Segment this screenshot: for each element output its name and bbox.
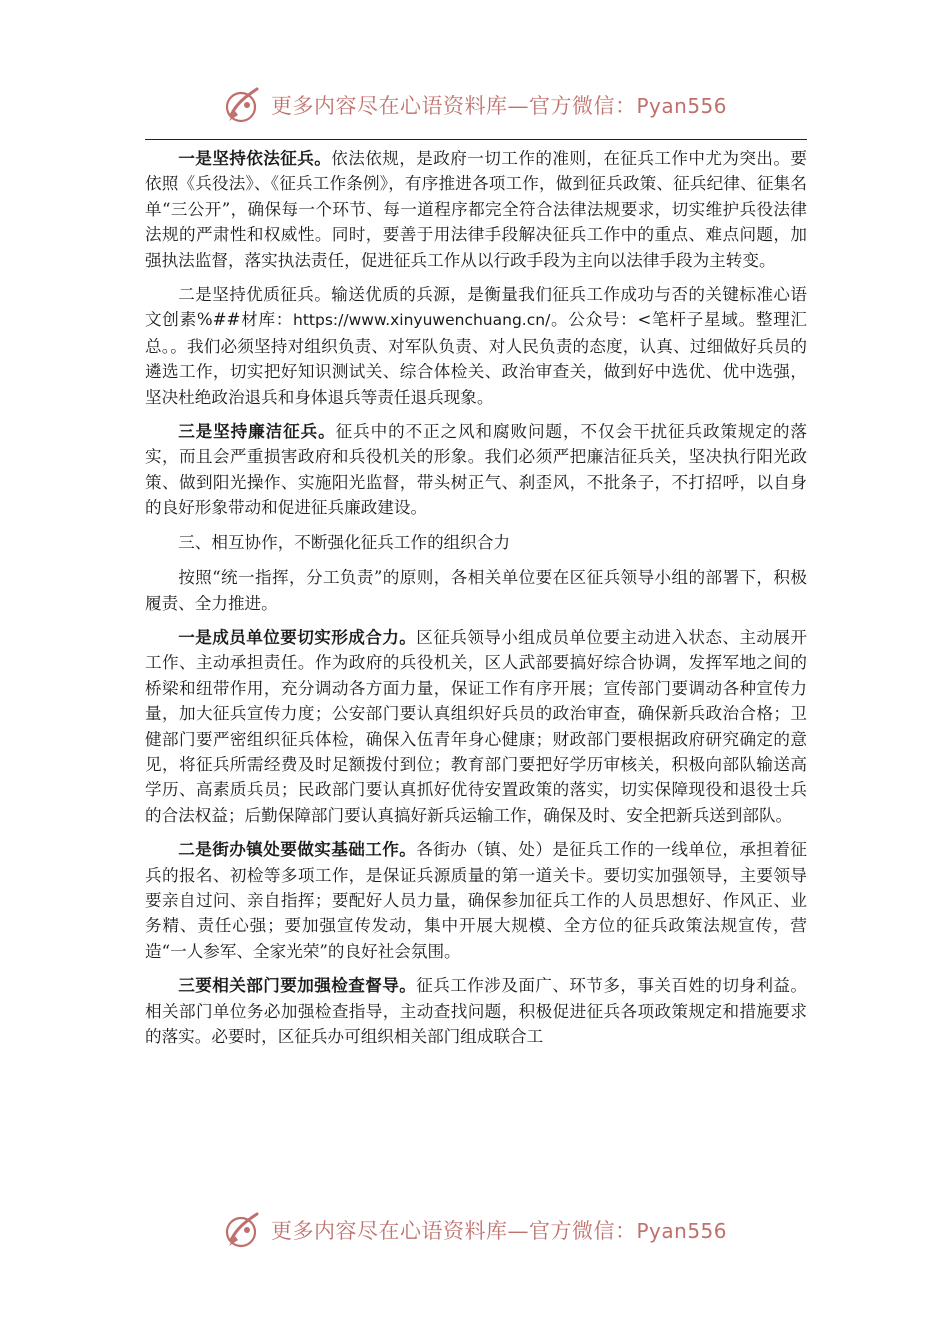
- paragraph-7-body: 征兵工作涉及面广、环节多，事关百姓的切身利益。相关部门单位务必加强检查指导，主动查找问题，积极促进征兵各项政策规定和措施要求的落实。必要时，区征兵办可组织相关部门组成联合工: [145, 976, 808, 1046]
- paragraph-2-url: https://www.xinyuwenchuang.cn/: [293, 311, 551, 330]
- footer-banner-text: 更多内容尽在心语资料库—官方微信：Pyan556: [270, 1219, 727, 1243]
- paragraph-1-lead: 一是坚持依法征兵。: [178, 148, 332, 168]
- header-banner: [0, 83, 950, 127]
- paragraph-5: [145, 625, 807, 828]
- footer-wechat-id: Pyan556: [636, 1219, 727, 1243]
- paragraph-6: [145, 837, 807, 964]
- paragraph-2: [145, 282, 807, 410]
- header-wechat-id: Pyan556: [636, 94, 727, 118]
- paragraph-6-body: 各街办（镇、处）是征兵工作的一线单位，承担着征兵的报名、初检等多项工作，是保证兵源质量的第一道关卡。要切实加强领导，主要领导要亲自过问、亲自指挥；要配好人员力量，确保参加征兵工作的人员思想好、作风正、业务精、责任心强；要加强宣传发动，集中开展大规模、全方位的征兵政策法规宣传，营造“一人参军、全家光荣”的良好社会氛围。: [145, 840, 808, 961]
- brush-pen-logo-icon: [223, 85, 263, 125]
- footer-banner: [0, 1208, 950, 1252]
- paragraph-7-lead: 三要相关部门要加强检查督导。: [178, 975, 417, 996]
- paragraph-1: [145, 146, 807, 273]
- paragraph-2-text-a: 二是坚持优质征兵。输送优质的兵源，是衡量我们征兵工作成功与否的关键标准心语文创素%##材库：: [145, 285, 807, 330]
- header-banner-text: 更多内容尽在心语资料库—官方微信：Pyan556: [270, 94, 727, 118]
- paragraph-7: [145, 973, 807, 1049]
- paragraph-3-lead: 三是坚持廉洁征兵。: [178, 421, 336, 442]
- document-body: [145, 146, 807, 1058]
- paragraph-5-lead: 一是成员单位要切实形成合力。: [178, 626, 417, 647]
- paragraph-1-body: 依法依规，是政府一切工作的准则，在征兵工作中尤为突出。要依照《兵役法》、《征兵工作条例》，有序推进各项工作，做到征兵政策、征兵纪律、征集名单“三公开”，确保每一个环节、每一道程序都完全符合法律法规要求，切实维护兵役法律法规的严肃性和权威性。同时，要善于用法律手段解决征兵工作中的重点、难点问题，加强执法监督，落实执法责任，促进征兵工作从以行政手段为主向以法律手段为主转变。: [145, 149, 808, 270]
- paragraph-2-text-b: 。公众号：<笔杆子星域。整理汇总。。我们必须坚持对组织负责、对军队负责、对人民负责的态度，认真、过细做好兵员的遴选工作，切实把好知识测试关、综合体检关、政治审查关，做到好中选优、优中选强，坚决杜绝政治退兵和身体退兵等责任退兵现象。: [145, 310, 807, 407]
- paragraph-5-body: 区征兵领导小组成员单位要主动进入状态、主动展开工作、主动承担责任。作为政府的兵役机关，区人武部要搞好综合协调，发挥军地之间的桥梁和纽带作用，充分调动各方面力量，保证工作有序开展；宣传部门要调动各种宣传力量，加大征兵宣传力度；公安部门要认真组织好兵员的政治审查，确保新兵政治合格；卫健部门要严密组织征兵体检，确保入伍青年身心健康；财政部门要根据政府研究确定的意见，将征兵所需经费及时足额拨付到位；教育部门要把好学历审核关，积极向部队输送高学历、高素质兵员；民政部门要认真抓好优待安置政策的落实，切实保障现役和退役士兵的合法权益；后勤保障部门要认真搞好新兵运输工作，确保及时、安全把新兵送到部队。: [145, 627, 808, 825]
- paragraph-3-body: 征兵中的不正之风和腐败问题，不仅会干扰征兵政策规定的落实，而且会严重损害政府和兵役机关的形象。我们必须严把廉洁征兵关，坚决执行阳光政策、做到阳光操作、实施阳光监督，带头树正气、刹歪风，不批条子，不打招呼，以自身的良好形象带动和促进征兵廉政建设。: [145, 422, 808, 518]
- brush-pen-logo-icon: [223, 1210, 263, 1250]
- paragraph-6-lead: 二是街办镇处要做实基础工作。: [178, 839, 417, 860]
- paragraph-4: 按照“统一指挥，分工负责”的原则，各相关单位要在区征兵领导小组的部署下，积极履责、全力推进。: [145, 568, 807, 613]
- header-divider: [145, 139, 807, 140]
- paragraph-3: [145, 419, 807, 521]
- section-heading: 三、相互协作，不断强化征兵工作的组织合力: [178, 532, 511, 552]
